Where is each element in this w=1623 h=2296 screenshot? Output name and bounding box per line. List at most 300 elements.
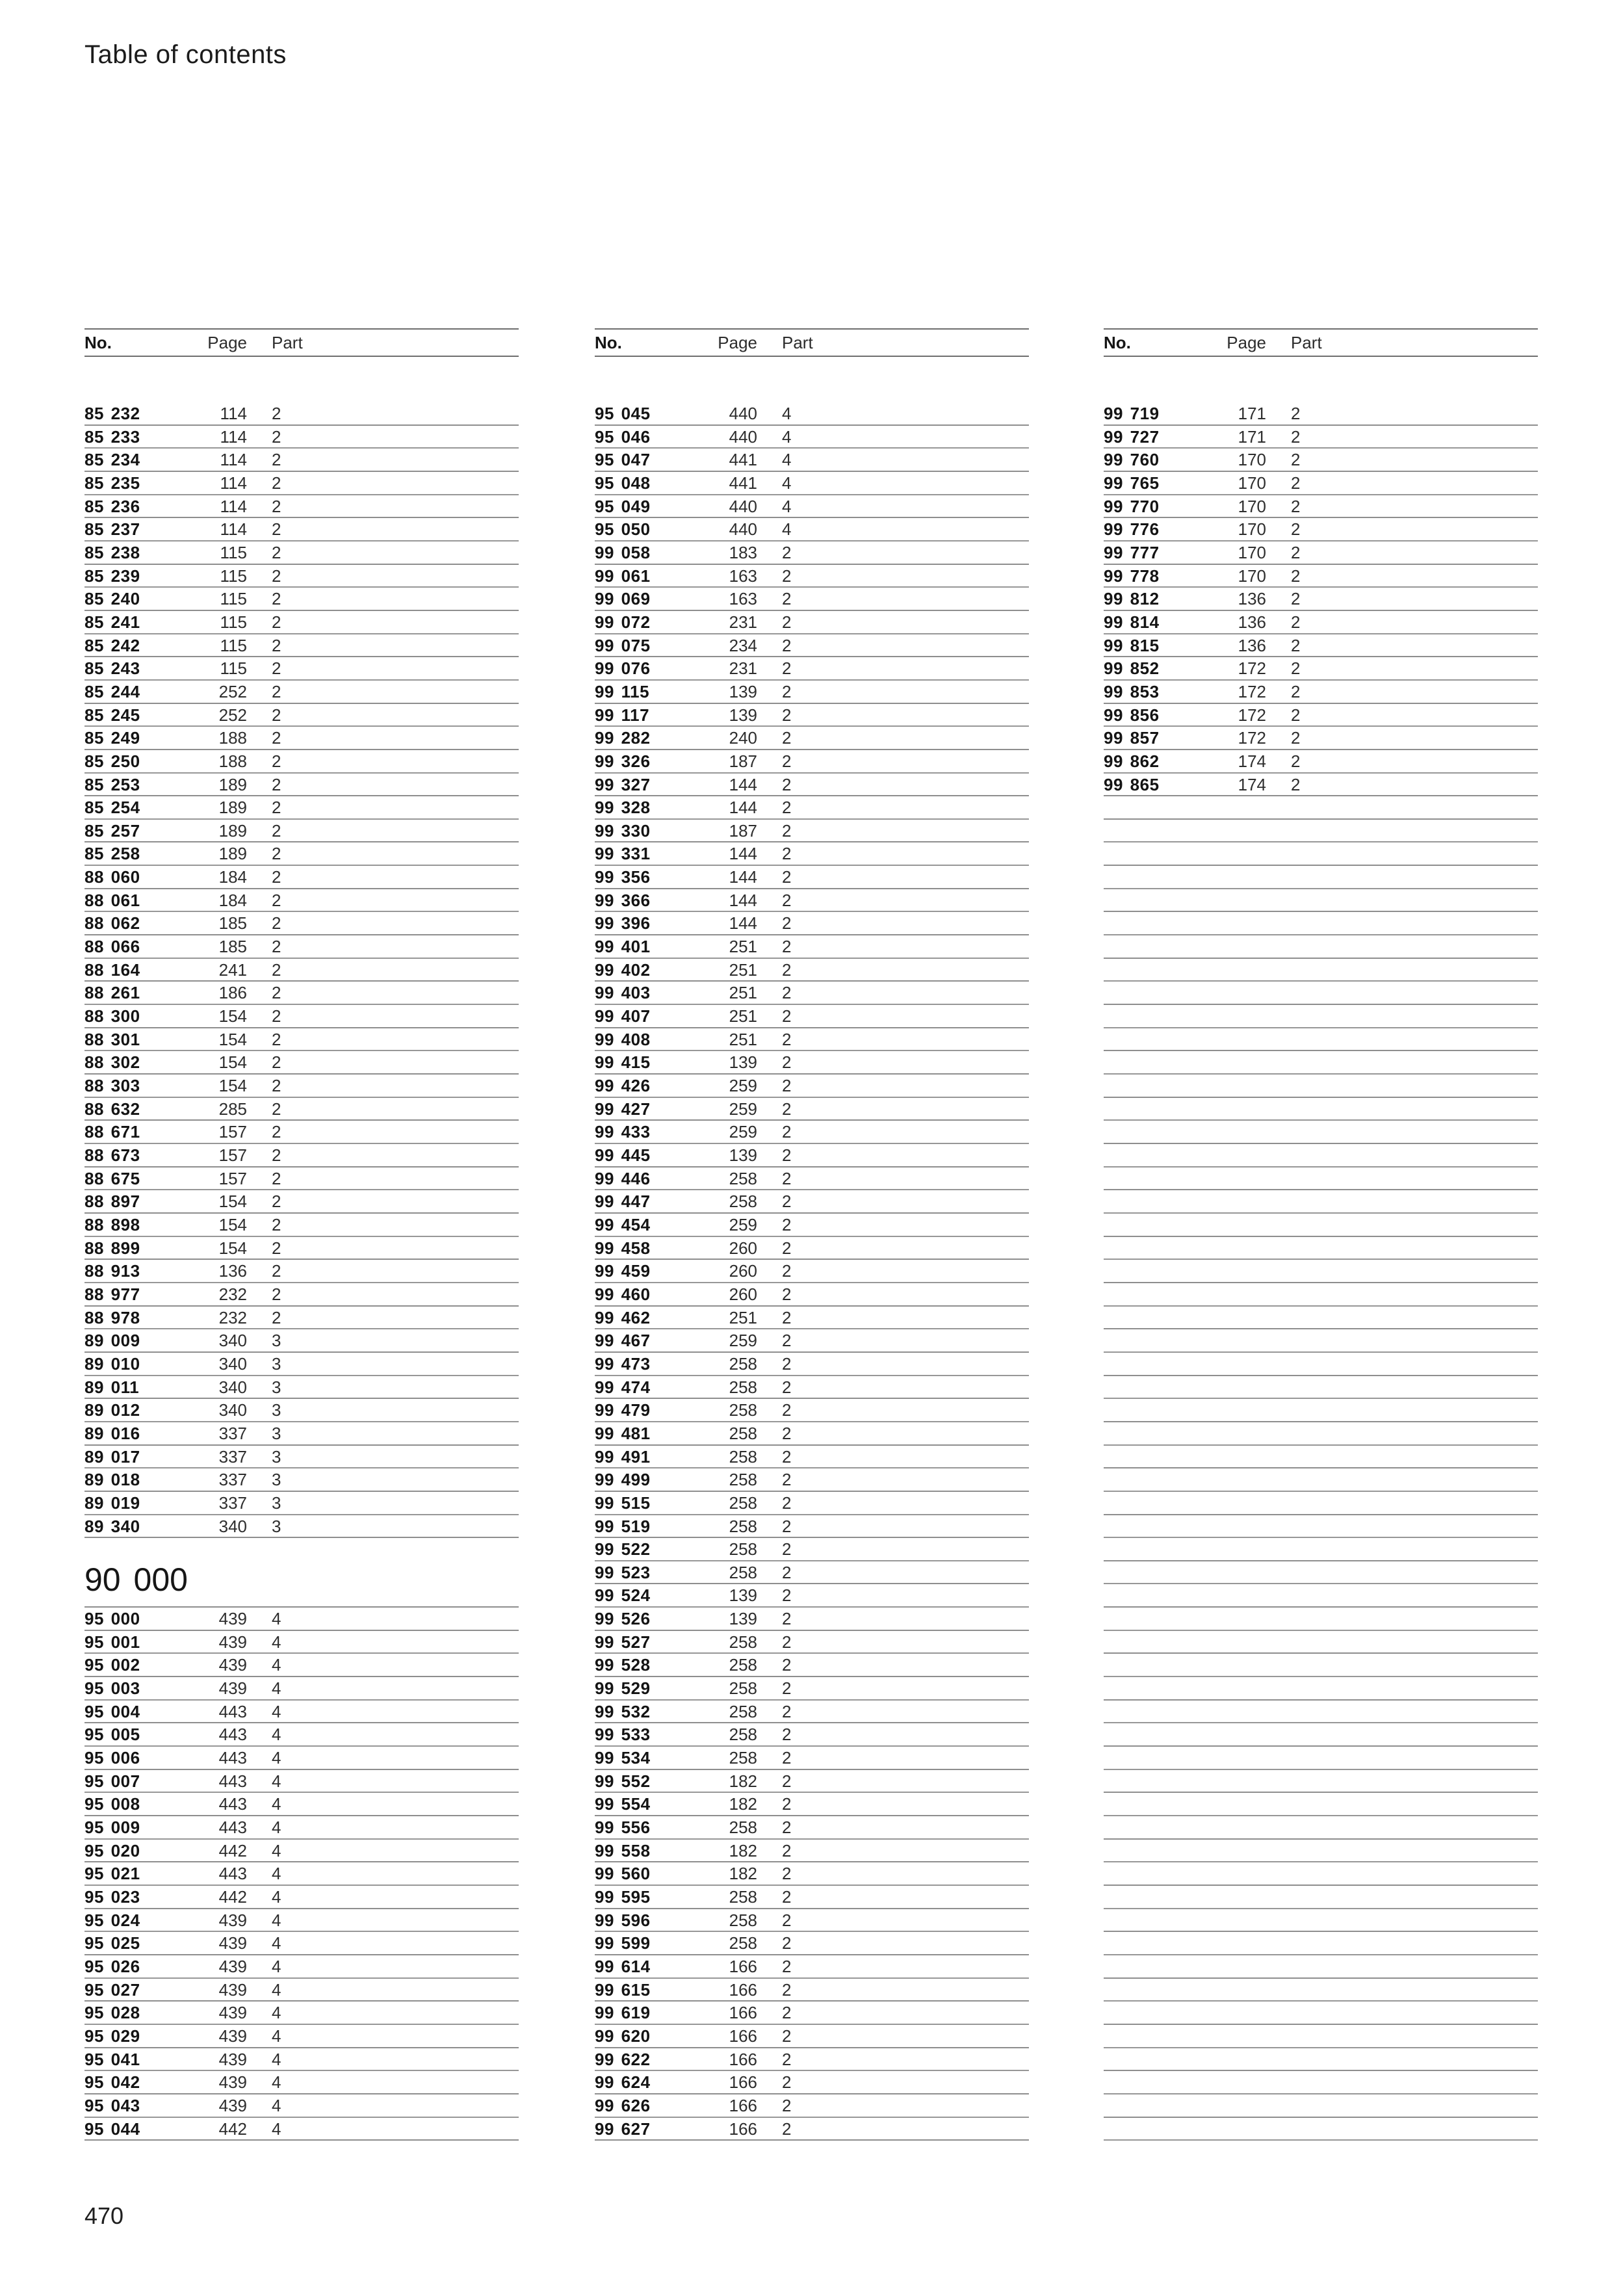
row-part-cell: 2 bbox=[782, 1864, 792, 1884]
row-page-cell: 139 bbox=[729, 681, 757, 701]
row-no-cell: 88 062 bbox=[84, 913, 140, 933]
row-part-cell: 2 bbox=[782, 1029, 792, 1049]
row-page-cell: 115 bbox=[220, 635, 247, 655]
table-row bbox=[595, 842, 1029, 866]
row-no-cell: 99 619 bbox=[595, 2003, 651, 2023]
row-no-cell: 89 011 bbox=[84, 1377, 140, 1397]
table-row bbox=[84, 1770, 519, 1794]
row-no-cell: 99 558 bbox=[595, 1840, 651, 1860]
table-row bbox=[595, 449, 1029, 472]
row-no-cell: 89 017 bbox=[84, 1446, 140, 1467]
row-part-cell: 4 bbox=[272, 1794, 281, 1814]
row-no-cell: 95 029 bbox=[84, 2026, 140, 2046]
row-part-cell: 4 bbox=[272, 1655, 281, 1675]
row-part-cell: 4 bbox=[272, 1864, 281, 1884]
row-part-cell: 2 bbox=[782, 774, 792, 794]
row-part-cell: 2 bbox=[782, 1192, 792, 1212]
row-page-cell: 260 bbox=[729, 1284, 757, 1304]
row-no-cell: 99 366 bbox=[595, 890, 651, 910]
toc-column bbox=[1104, 328, 1538, 2141]
row-part-cell: 3 bbox=[272, 1400, 281, 1420]
row-part-cell: 4 bbox=[272, 1701, 281, 1721]
row-page-cell: 163 bbox=[729, 566, 757, 586]
table-row bbox=[84, 866, 519, 889]
empty-row bbox=[1104, 1793, 1538, 1816]
row-no-cell: 88 164 bbox=[84, 959, 140, 980]
row-no-cell: 99 527 bbox=[595, 1632, 651, 1652]
row-part-cell: 2 bbox=[1291, 774, 1301, 794]
row-no-cell: 95 003 bbox=[84, 1678, 140, 1699]
row-page-cell: 144 bbox=[729, 844, 757, 864]
row-page-cell: 185 bbox=[218, 937, 247, 957]
row-part-cell: 2 bbox=[272, 566, 281, 586]
empty-row bbox=[1104, 982, 1538, 1005]
row-page-cell: 171 bbox=[1238, 426, 1266, 447]
toc-column bbox=[84, 328, 519, 2141]
row-no-cell: 99 778 bbox=[1104, 566, 1160, 586]
row-no-cell: 99 446 bbox=[595, 1168, 651, 1188]
row-page-cell: 114 bbox=[220, 450, 247, 470]
row-no-cell: 99 626 bbox=[595, 2095, 651, 2115]
row-no-cell: 99 447 bbox=[595, 1192, 651, 1212]
row-part-cell: 2 bbox=[272, 450, 281, 470]
row-part-cell: 4 bbox=[272, 2003, 281, 2023]
table-row bbox=[595, 935, 1029, 959]
row-part-cell: 2 bbox=[272, 1145, 281, 1165]
row-no-cell: 88 302 bbox=[84, 1052, 140, 1073]
table-row bbox=[1104, 518, 1538, 541]
table-row bbox=[84, 1793, 519, 1816]
row-page-cell: 252 bbox=[218, 705, 247, 725]
row-no-cell: 89 019 bbox=[84, 1493, 140, 1513]
row-part-cell: 2 bbox=[782, 1493, 792, 1513]
empty-row bbox=[1104, 1840, 1538, 1863]
row-page-cell: 440 bbox=[729, 426, 757, 447]
row-no-cell: 85 257 bbox=[84, 820, 140, 841]
row-page-cell: 136 bbox=[1238, 635, 1266, 655]
row-page-cell: 170 bbox=[1238, 542, 1266, 562]
row-no-cell: 95 050 bbox=[595, 519, 651, 540]
table-row bbox=[595, 1816, 1029, 1840]
row-no-cell: 99 534 bbox=[595, 1748, 651, 1768]
row-page-cell: 182 bbox=[729, 1771, 757, 1791]
row-part-cell: 2 bbox=[782, 937, 792, 957]
row-no-cell: 85 233 bbox=[84, 426, 140, 447]
empty-row bbox=[1104, 1098, 1538, 1121]
row-no-cell: 95 049 bbox=[595, 496, 651, 516]
row-part-cell: 4 bbox=[272, 1818, 281, 1838]
row-part-cell: 2 bbox=[272, 867, 281, 887]
table-row bbox=[84, 1515, 519, 1539]
row-page-cell: 166 bbox=[729, 2026, 757, 2046]
row-page-cell: 157 bbox=[218, 1145, 247, 1165]
row-no-cell: 99 356 bbox=[595, 867, 651, 887]
row-no-cell: 99 401 bbox=[595, 937, 651, 957]
row-part-cell: 3 bbox=[272, 1446, 281, 1467]
row-page-cell: 115 bbox=[220, 542, 247, 562]
row-page-cell: 258 bbox=[729, 1516, 757, 1536]
column-header-no: No. bbox=[84, 332, 112, 352]
column-body bbox=[595, 402, 1029, 2141]
row-page-cell: 136 bbox=[1238, 589, 1266, 609]
row-no-cell: 99 719 bbox=[1104, 404, 1160, 423]
row-no-cell: 99 331 bbox=[595, 844, 651, 864]
row-part-cell: 4 bbox=[782, 404, 792, 423]
row-part-cell: 2 bbox=[272, 496, 281, 516]
row-no-cell: 99 491 bbox=[595, 1446, 651, 1467]
empty-row bbox=[1104, 1677, 1538, 1701]
row-no-cell: 95 042 bbox=[84, 2072, 140, 2093]
row-no-cell: 99 407 bbox=[595, 1006, 651, 1026]
table-row bbox=[595, 1492, 1029, 1515]
row-no-cell: 99 454 bbox=[595, 1214, 651, 1234]
row-part-cell: 3 bbox=[272, 1423, 281, 1443]
empty-row bbox=[1104, 1654, 1538, 1677]
table-row bbox=[84, 1723, 519, 1747]
table-row bbox=[595, 1190, 1029, 1214]
row-page-cell: 144 bbox=[729, 913, 757, 933]
row-part-cell: 2 bbox=[782, 1168, 792, 1188]
table-row bbox=[84, 2048, 519, 2072]
row-no-cell: 89 016 bbox=[84, 1423, 140, 1443]
row-part-cell: 2 bbox=[1291, 496, 1301, 516]
row-page-cell: 443 bbox=[218, 1701, 247, 1721]
row-part-cell: 2 bbox=[272, 1192, 281, 1212]
table-row bbox=[1104, 634, 1538, 658]
row-no-cell: 99 627 bbox=[595, 2119, 651, 2139]
table-row bbox=[595, 1075, 1029, 1098]
row-no-cell: 85 243 bbox=[84, 659, 140, 679]
table-row bbox=[84, 774, 519, 797]
row-no-cell: 85 232 bbox=[84, 404, 140, 423]
row-no-cell: 99 554 bbox=[595, 1794, 651, 1814]
row-page-cell: 172 bbox=[1238, 659, 1266, 679]
table-row bbox=[595, 1608, 1029, 1631]
row-page-cell: 258 bbox=[729, 1818, 757, 1838]
row-part-cell: 2 bbox=[1291, 519, 1301, 540]
row-part-cell: 2 bbox=[782, 1701, 792, 1721]
row-no-cell: 99 474 bbox=[595, 1377, 651, 1397]
row-page-cell: 441 bbox=[729, 473, 757, 493]
row-part-cell: 2 bbox=[1291, 426, 1301, 447]
row-part-cell: 4 bbox=[272, 1632, 281, 1652]
row-no-cell: 85 245 bbox=[84, 705, 140, 725]
row-no-cell: 95 008 bbox=[84, 1794, 140, 1814]
row-part-cell: 2 bbox=[1291, 612, 1301, 632]
row-no-cell: 88 061 bbox=[84, 890, 140, 910]
table-row bbox=[595, 820, 1029, 843]
row-page-cell: 186 bbox=[218, 983, 247, 1003]
row-page-cell: 189 bbox=[218, 798, 247, 818]
empty-row bbox=[1104, 1608, 1538, 1631]
section-header-label: 90 000 bbox=[84, 1561, 188, 1598]
row-no-cell: 99 515 bbox=[595, 1493, 651, 1513]
row-page-cell: 258 bbox=[729, 1748, 757, 1768]
row-part-cell: 2 bbox=[782, 1539, 792, 1559]
row-no-cell: 85 254 bbox=[84, 798, 140, 818]
table-row bbox=[595, 1260, 1029, 1283]
table-row bbox=[595, 2002, 1029, 2025]
empty-row bbox=[1104, 1446, 1538, 1469]
row-page-cell: 154 bbox=[218, 1006, 247, 1026]
row-page-cell: 258 bbox=[729, 1470, 757, 1490]
row-part-cell: 3 bbox=[272, 1516, 281, 1536]
row-no-cell: 99 812 bbox=[1104, 589, 1160, 609]
row-no-cell: 99 624 bbox=[595, 2072, 651, 2093]
row-page-cell: 258 bbox=[729, 1539, 757, 1559]
row-page-cell: 144 bbox=[729, 774, 757, 794]
row-page-cell: 166 bbox=[729, 1956, 757, 1976]
table-row bbox=[1104, 774, 1538, 797]
table-row bbox=[595, 1283, 1029, 1307]
row-no-cell: 85 235 bbox=[84, 473, 140, 493]
table-row bbox=[595, 727, 1029, 750]
row-part-cell: 2 bbox=[1291, 404, 1301, 423]
row-part-cell: 2 bbox=[272, 1052, 281, 1073]
row-part-cell: 2 bbox=[782, 1099, 792, 1119]
table-row bbox=[595, 750, 1029, 774]
row-no-cell: 99 560 bbox=[595, 1864, 651, 1884]
row-page-cell: 154 bbox=[218, 1076, 247, 1096]
table-row bbox=[595, 588, 1029, 611]
row-no-cell: 99 765 bbox=[1104, 473, 1160, 493]
row-page-cell: 136 bbox=[1238, 612, 1266, 632]
empty-row bbox=[1104, 2002, 1538, 2025]
row-no-cell: 89 009 bbox=[84, 1331, 140, 1351]
row-part-cell: 2 bbox=[782, 1353, 792, 1374]
row-part-cell: 2 bbox=[782, 1446, 792, 1467]
row-page-cell: 157 bbox=[218, 1122, 247, 1142]
row-no-cell: 95 045 bbox=[595, 404, 651, 423]
row-page-cell: 258 bbox=[729, 1377, 757, 1397]
table-row bbox=[595, 2118, 1029, 2141]
table-row bbox=[1104, 449, 1538, 472]
row-page-cell: 172 bbox=[1238, 681, 1266, 701]
row-part-cell: 2 bbox=[782, 589, 792, 609]
table-row bbox=[84, 1446, 519, 1469]
table-row bbox=[595, 2025, 1029, 2048]
row-no-cell: 99 462 bbox=[595, 1307, 651, 1327]
row-page-cell: 439 bbox=[218, 1632, 247, 1652]
row-no-cell: 95 047 bbox=[595, 450, 651, 470]
row-no-cell: 88 978 bbox=[84, 1307, 140, 1327]
table-row bbox=[84, 2071, 519, 2094]
row-part-cell: 2 bbox=[1291, 728, 1301, 748]
row-no-cell: 99 408 bbox=[595, 1029, 651, 1049]
table-row bbox=[84, 1492, 519, 1515]
row-page-cell: 258 bbox=[729, 1725, 757, 1745]
row-page-cell: 170 bbox=[1238, 473, 1266, 493]
row-page-cell: 174 bbox=[1238, 751, 1266, 771]
row-no-cell: 99 856 bbox=[1104, 705, 1160, 725]
column-body bbox=[84, 402, 519, 2141]
table-row bbox=[595, 402, 1029, 426]
row-no-cell: 95 002 bbox=[84, 1655, 140, 1675]
row-no-cell: 99 061 bbox=[595, 566, 651, 586]
row-part-cell: 2 bbox=[272, 659, 281, 679]
row-no-cell: 99 479 bbox=[595, 1400, 651, 1420]
row-no-cell: 95 046 bbox=[595, 426, 651, 447]
row-part-cell: 4 bbox=[272, 1910, 281, 1930]
row-page-cell: 144 bbox=[729, 798, 757, 818]
row-part-cell: 2 bbox=[272, 890, 281, 910]
row-part-cell: 2 bbox=[1291, 681, 1301, 701]
table-row bbox=[84, 912, 519, 935]
row-part-cell: 4 bbox=[782, 450, 792, 470]
row-page-cell: 439 bbox=[218, 1678, 247, 1699]
row-page-cell: 251 bbox=[729, 1307, 757, 1327]
row-no-cell: 99 865 bbox=[1104, 774, 1160, 794]
row-no-cell: 85 236 bbox=[84, 496, 140, 516]
table-row bbox=[84, 820, 519, 843]
table-row bbox=[1104, 402, 1538, 426]
empty-row bbox=[1104, 796, 1538, 820]
row-part-cell: 4 bbox=[272, 1678, 281, 1699]
table-row bbox=[84, 2118, 519, 2141]
column-header-page: Page bbox=[1227, 332, 1266, 352]
row-part-cell: 4 bbox=[272, 1725, 281, 1745]
row-part-cell: 2 bbox=[782, 890, 792, 910]
row-no-cell: 89 012 bbox=[84, 1400, 140, 1420]
row-part-cell: 2 bbox=[272, 542, 281, 562]
table-row bbox=[595, 1237, 1029, 1260]
row-no-cell: 95 006 bbox=[84, 1748, 140, 1768]
row-part-cell: 2 bbox=[782, 1585, 792, 1606]
table-row bbox=[84, 1747, 519, 1770]
empty-row bbox=[1104, 1770, 1538, 1794]
row-no-cell: 99 117 bbox=[595, 705, 650, 725]
row-no-cell: 88 261 bbox=[84, 983, 140, 1003]
table-row bbox=[595, 2048, 1029, 2072]
row-page-cell: 258 bbox=[729, 1353, 757, 1374]
table-row bbox=[84, 1051, 519, 1075]
row-part-cell: 2 bbox=[782, 1331, 792, 1351]
empty-row bbox=[1104, 1816, 1538, 1840]
row-page-cell: 258 bbox=[729, 1887, 757, 1907]
column-header-part: Part bbox=[1291, 332, 1322, 352]
section-header bbox=[84, 1538, 519, 1608]
table-row bbox=[84, 1353, 519, 1376]
row-no-cell: 99 519 bbox=[595, 1516, 651, 1536]
row-no-cell: 99 760 bbox=[1104, 450, 1160, 470]
row-part-cell: 4 bbox=[782, 519, 792, 540]
row-no-cell: 85 241 bbox=[84, 612, 140, 632]
row-page-cell: 188 bbox=[218, 728, 247, 748]
row-page-cell: 166 bbox=[729, 2095, 757, 2115]
row-part-cell: 2 bbox=[782, 705, 792, 725]
row-no-cell: 95 024 bbox=[84, 1910, 140, 1930]
row-part-cell: 2 bbox=[782, 1840, 792, 1860]
row-page-cell: 251 bbox=[729, 937, 757, 957]
row-part-cell: 2 bbox=[782, 1214, 792, 1234]
row-no-cell: 88 671 bbox=[84, 1122, 140, 1142]
table-row bbox=[595, 1515, 1029, 1539]
row-page-cell: 258 bbox=[729, 1168, 757, 1188]
row-no-cell: 99 615 bbox=[595, 1979, 651, 2000]
row-page-cell: 154 bbox=[218, 1029, 247, 1049]
row-page-cell: 231 bbox=[729, 659, 757, 679]
row-part-cell: 2 bbox=[1291, 589, 1301, 609]
row-no-cell: 95 044 bbox=[84, 2119, 140, 2139]
row-no-cell: 85 238 bbox=[84, 542, 140, 562]
row-page-cell: 439 bbox=[218, 1910, 247, 1930]
row-part-cell: 2 bbox=[272, 1099, 281, 1119]
row-no-cell: 99 058 bbox=[595, 542, 651, 562]
empty-row bbox=[1104, 1190, 1538, 1214]
row-page-cell: 114 bbox=[220, 426, 247, 447]
row-page-cell: 182 bbox=[729, 1840, 757, 1860]
row-page-cell: 185 bbox=[218, 913, 247, 933]
row-page-cell: 440 bbox=[729, 496, 757, 516]
column-header-page: Page bbox=[718, 332, 757, 352]
row-no-cell: 88 060 bbox=[84, 867, 140, 887]
table-row bbox=[84, 1028, 519, 1052]
row-page-cell: 337 bbox=[218, 1470, 247, 1490]
row-page-cell: 439 bbox=[218, 1655, 247, 1675]
empty-row bbox=[1104, 1747, 1538, 1770]
row-no-cell: 88 898 bbox=[84, 1214, 140, 1234]
empty-row bbox=[1104, 1631, 1538, 1654]
row-part-cell: 4 bbox=[272, 1771, 281, 1791]
table-row bbox=[84, 1909, 519, 1933]
row-page-cell: 114 bbox=[220, 473, 247, 493]
row-page-cell: 114 bbox=[220, 404, 247, 423]
table-row bbox=[595, 1584, 1029, 1608]
row-part-cell: 2 bbox=[272, 404, 281, 423]
row-part-cell: 4 bbox=[782, 426, 792, 447]
row-part-cell: 4 bbox=[272, 1979, 281, 2000]
empty-row bbox=[1104, 1329, 1538, 1353]
row-page-cell: 188 bbox=[218, 751, 247, 771]
row-page-cell: 340 bbox=[218, 1353, 247, 1374]
row-page-cell: 184 bbox=[218, 867, 247, 887]
row-no-cell: 99 523 bbox=[595, 1562, 651, 1582]
row-no-cell: 85 244 bbox=[84, 681, 140, 701]
empty-row bbox=[1104, 866, 1538, 889]
row-page-cell: 157 bbox=[218, 1168, 247, 1188]
row-no-cell: 99 499 bbox=[595, 1470, 651, 1490]
empty-row bbox=[1104, 1307, 1538, 1330]
row-no-cell: 88 673 bbox=[84, 1145, 140, 1165]
row-part-cell: 2 bbox=[272, 519, 281, 540]
table-row bbox=[84, 1422, 519, 1446]
row-part-cell: 2 bbox=[272, 983, 281, 1003]
table-row bbox=[595, 634, 1029, 658]
row-page-cell: 187 bbox=[729, 751, 757, 771]
row-page-cell: 439 bbox=[218, 2095, 247, 2115]
table-row bbox=[84, 1307, 519, 1330]
row-page-cell: 260 bbox=[729, 1238, 757, 1258]
table-row bbox=[84, 1677, 519, 1701]
table-row bbox=[84, 1840, 519, 1863]
row-part-cell: 2 bbox=[782, 1979, 792, 2000]
table-row bbox=[84, 982, 519, 1005]
table-row bbox=[84, 959, 519, 982]
row-part-cell: 4 bbox=[272, 1840, 281, 1860]
empty-row bbox=[1104, 1422, 1538, 1446]
row-part-cell: 2 bbox=[272, 705, 281, 725]
row-page-cell: 439 bbox=[218, 1933, 247, 1953]
row-part-cell: 4 bbox=[272, 1748, 281, 1768]
row-part-cell: 2 bbox=[782, 1818, 792, 1838]
row-no-cell: 99 467 bbox=[595, 1331, 651, 1351]
row-page-cell: 154 bbox=[218, 1238, 247, 1258]
column-header bbox=[84, 328, 519, 357]
table-row bbox=[1104, 727, 1538, 750]
row-page-cell: 340 bbox=[218, 1516, 247, 1536]
table-row bbox=[84, 1932, 519, 1955]
empty-row bbox=[1104, 1932, 1538, 1955]
